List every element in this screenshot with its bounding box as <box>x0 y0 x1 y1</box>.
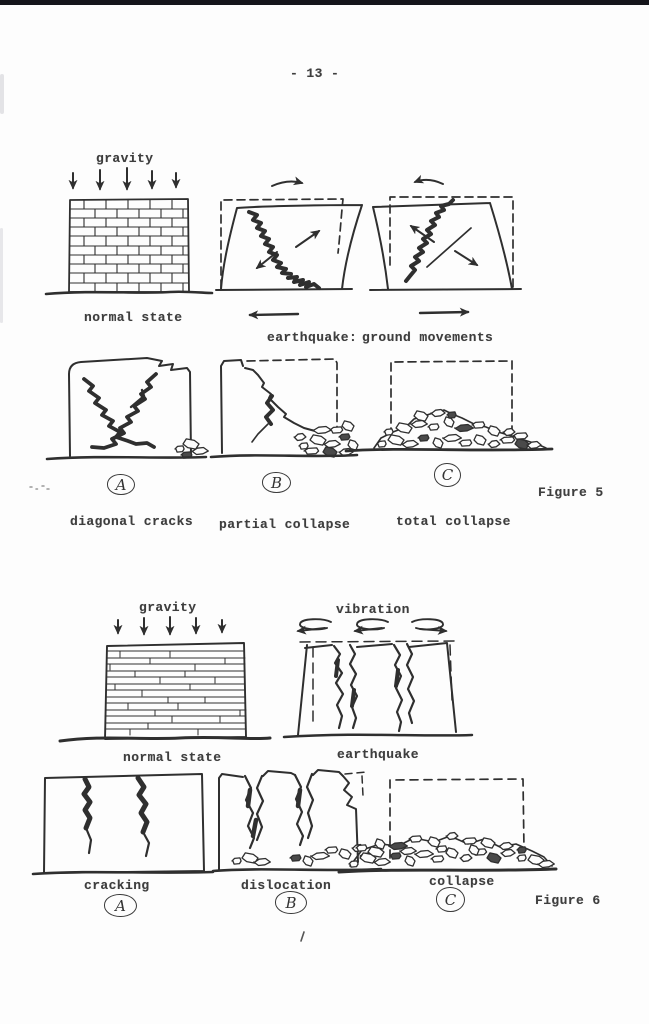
fig6-vibration-label: vibration <box>336 602 410 617</box>
rubble-stone <box>374 859 391 866</box>
ground-right-arrow-icon <box>420 312 468 313</box>
fig5-wall-shear-left <box>370 180 521 313</box>
right-arrow-icon <box>272 182 302 186</box>
rubble-stone <box>232 858 241 864</box>
fig5-panel-b-badge <box>262 472 291 493</box>
fig6-panel-c-wall <box>339 779 556 872</box>
crack-hairline <box>427 228 471 267</box>
rubble-stone <box>460 855 472 862</box>
rubble-stone <box>183 439 199 449</box>
down-right-arrow-icon <box>455 251 477 265</box>
fig6-gravity-arrows <box>118 617 222 634</box>
diagonal-crack <box>249 212 319 288</box>
fig6-normal-state-label: normal state <box>123 750 222 765</box>
rubble-stone <box>330 427 343 433</box>
x-crack <box>92 374 156 448</box>
fig5-panel-a-wall <box>47 358 208 459</box>
dashed-outline <box>300 641 455 725</box>
crack-tail <box>86 828 91 853</box>
fig5-panel-c-wall <box>346 361 552 451</box>
rubble <box>175 439 208 458</box>
crack-hairline <box>252 424 268 442</box>
swirl-right-icon <box>420 629 446 631</box>
rubble-stone <box>311 853 330 860</box>
rubble-stone <box>517 847 526 853</box>
rubble-stone <box>455 425 474 432</box>
ground-line <box>47 457 206 459</box>
up-right-arrow-icon <box>296 231 319 247</box>
fig6-layered-wall <box>60 643 270 741</box>
collapse-edge <box>245 368 326 431</box>
fig5-normal-state-label: normal state <box>84 310 183 325</box>
rubble-stone <box>436 846 447 852</box>
panel-letter: A <box>115 475 127 494</box>
crack-shadow <box>248 790 300 836</box>
vertical-crack <box>334 645 357 728</box>
fig5-caption-a: diagonal cracks <box>70 514 194 529</box>
fig5-earthquake-label: earthquake: <box>267 330 358 345</box>
swirl-left-icon <box>300 619 331 629</box>
rubble-stone <box>428 424 439 430</box>
rubble-stone <box>481 838 495 848</box>
rubble-stone <box>431 856 444 862</box>
rubble-stone <box>339 434 350 440</box>
fig5-caption-b: partial collapse <box>219 517 351 532</box>
rubble-stone <box>428 837 440 847</box>
rubble-stone <box>447 412 456 418</box>
rubble-stone <box>405 856 415 866</box>
fig5-figure-label: Figure 5 <box>538 485 604 500</box>
fig5-gravity-arrows <box>73 168 176 189</box>
fig5-panel-a-badge <box>107 474 135 495</box>
fig6-vibration-arrows <box>298 619 446 631</box>
thick-crack <box>138 778 147 832</box>
rubble-stone <box>474 435 486 445</box>
fig6-drawing <box>33 617 556 874</box>
rubble-stone <box>356 845 367 851</box>
ground-line <box>46 292 212 294</box>
fig5-wall-shear-right <box>216 182 362 315</box>
crack-tail <box>143 832 149 856</box>
rubble-stone <box>339 849 351 859</box>
left-arrow-icon <box>415 180 443 184</box>
rubble-stone <box>342 421 354 431</box>
rubble-stone <box>501 850 515 857</box>
fig6-caption-c: collapse <box>429 874 495 889</box>
rubble-stone <box>513 433 528 439</box>
fig6-earthquake-label: earthquake <box>337 747 420 762</box>
wide-crack <box>295 774 313 845</box>
fig6-caption-a: cracking <box>84 878 150 893</box>
ground-line <box>60 737 270 741</box>
panel-letter: A <box>115 896 126 915</box>
swirl-left-icon <box>357 619 388 629</box>
ground-left-arrow-icon <box>250 314 298 315</box>
rubble-stone <box>469 845 479 855</box>
rubble-stone <box>349 861 358 867</box>
dashed-outline <box>247 359 337 428</box>
rubble-stone <box>414 411 428 421</box>
swirl-right-icon <box>412 619 443 629</box>
rubble-stone <box>299 443 308 449</box>
rubble-stone <box>304 448 319 454</box>
rubble-stone <box>303 856 313 866</box>
fig6-panel-a-badge <box>104 894 137 917</box>
fig6-figure-label: Figure 6 <box>535 893 601 908</box>
rubble-stone <box>384 429 393 435</box>
fig6-panel-c-badge <box>436 887 465 912</box>
ground-line <box>33 872 213 874</box>
fig6-panel-b-badge <box>275 891 307 914</box>
fig6-panel-a-wall <box>33 774 213 874</box>
fig5-panel-c-badge <box>434 463 461 487</box>
diagonal-crack <box>406 200 453 281</box>
crack-shadow <box>336 660 398 706</box>
ground-line <box>339 869 556 872</box>
fig6-panel-b-wall <box>213 770 381 871</box>
panel-letter: C <box>444 890 457 909</box>
rubble-stone <box>499 843 513 850</box>
rubble-stone <box>488 441 500 448</box>
rubble-stone <box>431 410 445 417</box>
rubble-stone <box>175 446 184 452</box>
panel-letter: B <box>285 893 297 912</box>
fig6-caption-b: dislocation <box>241 878 332 893</box>
rubble-stone <box>390 853 401 859</box>
rubble-stone <box>487 853 501 863</box>
fig6-gravity-label: gravity <box>139 600 197 615</box>
rubble-stone <box>488 426 500 436</box>
fig6-cracked-wall <box>284 641 472 737</box>
rubble-stone <box>325 847 338 853</box>
panel-letter: B <box>270 473 283 492</box>
rubble-stone <box>443 435 462 442</box>
thick-crack <box>84 779 90 828</box>
rubble-stone <box>433 438 443 448</box>
rubble-stone <box>290 855 301 861</box>
ground-line <box>284 735 472 737</box>
rubble-stone <box>409 836 422 842</box>
fig5-ground-movements-label: ground movements <box>362 330 494 345</box>
rubble-stone <box>446 848 458 858</box>
rubble-stone <box>517 855 526 861</box>
rubble <box>377 410 541 450</box>
rubble-stone <box>402 441 419 448</box>
rubble-stone <box>415 851 434 858</box>
rubble-stone <box>459 440 472 446</box>
rubble-stone <box>377 441 386 447</box>
ground-line <box>346 449 552 451</box>
panel-letter: C <box>441 466 454 484</box>
rubble-stone <box>418 435 429 441</box>
fig5-brick-wall <box>46 199 212 294</box>
ground-line <box>211 455 357 457</box>
rubble-stone <box>313 427 332 434</box>
rubble-stone <box>500 437 515 443</box>
rubble-stone <box>527 442 541 449</box>
rubble-stone <box>294 434 306 441</box>
fig5-gravity-label: gravity <box>96 151 154 166</box>
rubble-stone <box>503 429 515 436</box>
fig5-caption-c: total collapse <box>396 514 511 529</box>
fig5-panel-b-wall <box>211 359 358 457</box>
page-number: - 13 - <box>290 66 340 81</box>
rubble-stone <box>462 838 477 844</box>
rubble-stone <box>472 422 485 428</box>
